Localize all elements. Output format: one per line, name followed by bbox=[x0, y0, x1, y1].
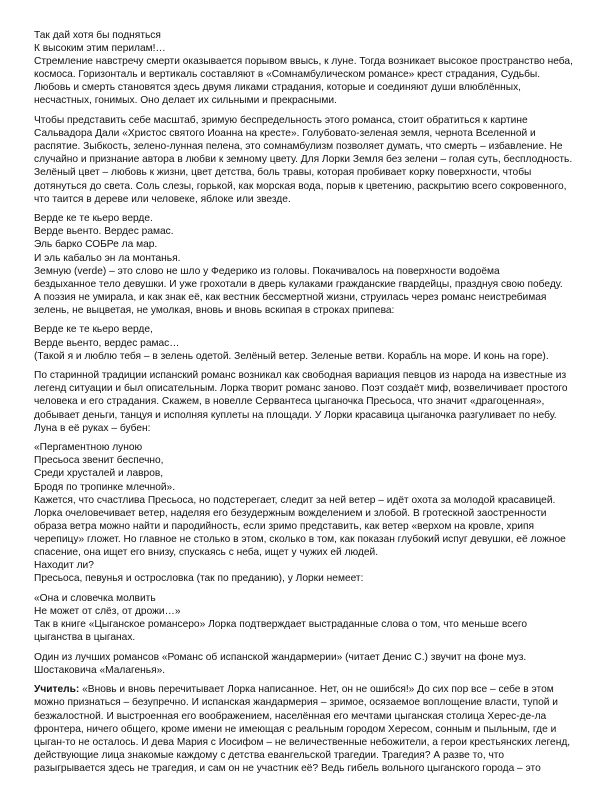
text-line: космоса. Горизонталь и вертикаль составляют в «Сомнамбулическом романсе» крест страдания, Судьбы. bbox=[34, 69, 541, 81]
text-line: можно признаться – безупречно. И испанская жандармерия – зримое, осязаемое воплощение власти, тупой и bbox=[34, 697, 558, 709]
text-line: Шостаковича «Малагенья». bbox=[34, 664, 166, 676]
text-line: Кажется, что счастлива Пресьоса, но подстерегает, следит за ней ветер – идёт охота за молодой красавицей. bbox=[34, 494, 556, 506]
text-line: цыган-то не осталось. И дева Мария с Иосифом – не величественные небожители, а герои крестьянских легенд, bbox=[34, 736, 571, 748]
text-line: Так в книге «Цыганское романсеро» Лорка подтверждает выстраданные слова о том, что меньше всего bbox=[34, 618, 528, 630]
text-line: спасение, она ищет его внизу, спускаясь с неба, ищет у чужих ей людей. bbox=[34, 546, 379, 558]
text-line: дотянуться до света. Соль слезы, горькой, как морская вода, порыв к цветению, раскрытию всего сокровенного, bbox=[34, 180, 567, 192]
text-line: действующие лица знакомые каждому с детства евангельской трагедии. Трагедия? А разве то, что bbox=[34, 749, 505, 761]
paragraph-6 bbox=[34, 441, 582, 585]
text-line: Лорка очеловечивает ветер, наделяя его безудержным вожделением и злобой. В гротескной заостренности bbox=[34, 507, 547, 519]
text-line: Сальвадора Дали «Христос святого Иоанна на кресте». Голубовато-зеленая земля, чернота Вселенной и bbox=[34, 128, 536, 140]
text-line: Верде ке те кьеро верде, bbox=[34, 324, 153, 336]
text-line: Не может от слёз, от дрожи…» bbox=[34, 605, 181, 617]
text-line: Луна в её руках – бубен: bbox=[34, 422, 151, 434]
document-page bbox=[34, 29, 582, 781]
text-line: легенд ситуации и был описательным. Лорка творит романс заново. Поэт создаёт миф, возвеличивает простого bbox=[34, 383, 568, 395]
text-line: Пресьоса, певунья и острословка (так по преданию), у Лорки немеет: bbox=[34, 573, 364, 585]
paragraph-5 bbox=[34, 369, 582, 434]
teacher-first-line: «Вновь и вновь перечитывает Лорка написанное. Нет, он не ошибся!» До сих пор все – себе в этом bbox=[79, 684, 554, 696]
text-line: «Она и словечка молвить bbox=[34, 592, 156, 604]
text-line bbox=[34, 683, 582, 696]
text-line: По старинной традиции испанский романс возникал как свободная вариация певцов из народа на известные из bbox=[34, 370, 567, 382]
text-line: Так дай хотя бы подняться bbox=[34, 30, 161, 41]
paragraph-3 bbox=[34, 212, 582, 317]
text-line: Бродя по тропинке млечной». bbox=[34, 481, 176, 493]
text-line: Любовь и смерть становятся здесь двумя ликами страдания, которые и соединяют души влюблённых, bbox=[34, 82, 521, 94]
text-line: К высоким этим перилам!… bbox=[34, 43, 166, 55]
text-line: Один из лучших романсов «Романс об испанской жандармерии» (читает Денис С.) звучит на фоне муз. bbox=[34, 651, 527, 663]
text-line: Эль барко СОБРе ла мар. bbox=[34, 239, 158, 251]
text-line: распятие. Зыбкость, зелено-лунная пелена, это сомнамбулизм позволяет думать, что смерть – избавление. Не bbox=[34, 141, 563, 153]
text-line: безжалостной. И выстроенная его воображением, населённая его мечтами цыганская столица Херес-де-ла bbox=[34, 710, 547, 722]
text-line: несчастных, гонимых. Оно делает их сильными и прекрасными. bbox=[34, 95, 337, 107]
text-line: цыганства в цыганах. bbox=[34, 632, 136, 644]
text-line: добывает деньги, танцуя и исполняя куплеты на площади. У Лорки красавица цыганочка разгуливает по небу. bbox=[34, 409, 557, 421]
paragraph-8 bbox=[34, 651, 582, 677]
text-line: Верде вьенто. Вердес рамас. bbox=[34, 226, 174, 238]
text-line: фронтера, ничего общего, кроме имени не имеющая с реальным городом Хересом, сонным и пыльным, где и bbox=[34, 723, 557, 735]
text-line: «Пергаментною луною bbox=[34, 442, 143, 454]
text-line: бездыханное тело девушки. И уже грохотали в дверь кулаками гражданские гвардейцы, празднуя свою победу. bbox=[34, 278, 563, 290]
text-line: что таится в дереве или человеке, яблоке или звезде. bbox=[34, 193, 291, 205]
text-line: Земную (verde) – это слово не шло у Федерико из головы. Покачивалось на поверхности водоёма bbox=[34, 265, 500, 277]
paragraph-4 bbox=[34, 323, 582, 362]
paragraph-1 bbox=[34, 29, 582, 108]
text-line: Верде ке те кьеро верде. bbox=[34, 213, 153, 225]
text-line: случайно и признание автора в любви к земному цвету. Для Лорки Земля без зелени – голая суть, бесплодность. bbox=[34, 154, 573, 166]
text-line: разыгрывается здесь не трагедия, и сам он не участник её? Ведь гибель вольного цыганского города – это bbox=[34, 762, 541, 774]
text-line: Стремление навстречу смерти оказывается порывом ввысь, к луне. Тогда возникает высокое пространство неба, bbox=[34, 56, 573, 68]
paragraph-2 bbox=[34, 114, 582, 206]
teacher-paragraph bbox=[34, 683, 582, 775]
text-line: Среди хрусталей и лавров, bbox=[34, 468, 164, 480]
text-line: зелень, не выцветая, не умолкая, вновь и вновь вскипая в строках припева: bbox=[34, 304, 395, 316]
text-line: Находит ли? bbox=[34, 560, 94, 572]
text-line: Чтобы представить себе масштаб, зримую беспредельность этого романса, стоит обратиться к картине bbox=[34, 115, 528, 127]
text-line: (Такой я и люблю тебя – в зелень одетой. Зелёный ветер. Зеленые ветви. Корабль на море. И конь на горе). bbox=[34, 350, 549, 362]
speaker-label: Учитель: bbox=[34, 684, 80, 696]
text-line: человека и его страдания. Скажем, в новелле Сервантеса цыганочка Пресьоса, что значит «драгоценная», bbox=[34, 396, 545, 408]
text-line: Верде вьенто, вердес рамас… bbox=[34, 337, 180, 349]
paragraph-7 bbox=[34, 592, 582, 644]
text-line: образа ветра можно найти и пародийность, если зримо представить, как ветер «верхом на кровле, хрипя bbox=[34, 520, 535, 532]
text-line: Пресьоса звенит беспечно, bbox=[34, 455, 164, 467]
text-line: А поэзия не умирала, и как знак её, как вестник бессмертной жизни, струилась через романс неистребимая bbox=[34, 291, 547, 303]
text-line: черепицу» гложет. Но главное не столько в этом, сколько в том, как показан глубокий испуг девушки, её ложное bbox=[34, 533, 566, 545]
text-line: Зелёный цвет – любовь к жизни, цвет детства, боль травы, которая пробивает корку поверхности, чтобы bbox=[34, 167, 532, 179]
text-line: И эль кабальо эн ла монтанья. bbox=[34, 252, 181, 264]
